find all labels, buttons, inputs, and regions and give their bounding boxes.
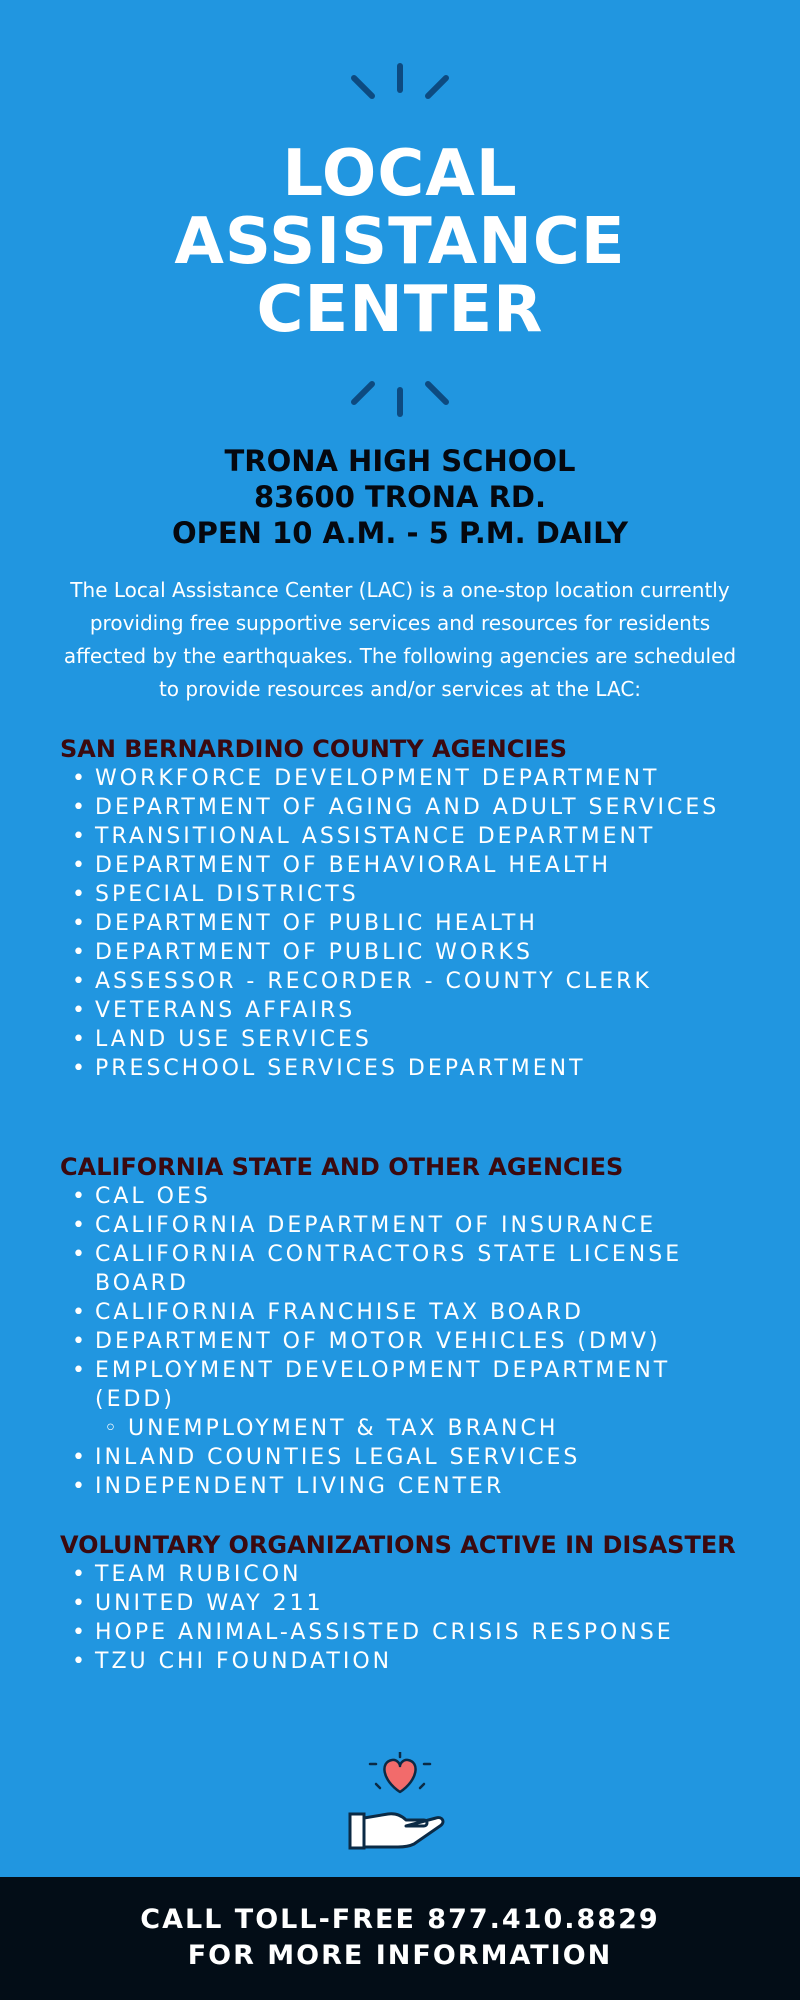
title-line-1: LOCAL (282, 137, 518, 211)
list-item: • INLAND COUNTIES LEGAL SERVICES (60, 1443, 750, 1472)
list-item: • WORKFORCE DEVELOPMENT DEPARTMENT (60, 764, 750, 793)
rays-icon (340, 370, 460, 420)
list-item: • INDEPENDENT LIVING CENTER (60, 1472, 750, 1501)
heart-hand-icon (340, 1752, 460, 1862)
list-item: • CALIFORNIA FRANCHISE TAX BOARD (60, 1298, 750, 1327)
intro-paragraph: The Local Assistance Center (LAC) is a one-stop location currently providing free supportive services and resources for residents affected by the earthquakes. The following agencies are scheduled to provide resources and/or services at the LAC: (63, 578, 737, 701)
toll-free-phone: CALL TOLL-FREE 877.410.8829 (140, 1904, 660, 1935)
venue-name: TRONA HIGH SCHOOL (224, 444, 576, 478)
list-item: • DEPARTMENT OF MOTOR VEHICLES (DMV) (60, 1327, 750, 1356)
list-item: • DEPARTMENT OF AGING AND ADULT SERVICES (60, 793, 750, 822)
list-item: • CAL OES (60, 1182, 750, 1211)
list-item: • CALIFORNIA DEPARTMENT OF INSURANCE (60, 1211, 750, 1240)
title-line-3: CENTER (256, 273, 544, 347)
list-item: • HOPE ANIMAL-ASSISTED CRISIS RESPONSE (60, 1618, 750, 1647)
list-item: • CALIFORNIA CONTRACTORS STATE LICENSE BOARD (60, 1240, 750, 1298)
state-agencies-section (60, 1153, 750, 1501)
list-item: • TZU CHI FOUNDATION (60, 1647, 750, 1676)
list-item: • UNITED WAY 211 (60, 1589, 750, 1618)
footer-banner (0, 1877, 800, 2000)
section-heading: VOLUNTARY ORGANIZATIONS ACTIVE IN DISASTER (60, 1531, 736, 1559)
opening-hours: OPEN 10 A.M. - 5 P.M. DAILY (171, 516, 629, 550)
location-block (0, 443, 800, 551)
list-item: • VETERANS AFFAIRS (60, 996, 750, 1025)
more-info-text: FOR MORE INFORMATION (187, 1940, 613, 1971)
voluntary-orgs-section (60, 1531, 750, 1676)
agency-list (60, 1182, 750, 1501)
rays-icon (340, 60, 460, 110)
list-item: • DEPARTMENT OF PUBLIC WORKS (60, 938, 750, 967)
agency-list (60, 764, 750, 1083)
list-item: • EMPLOYMENT DEVELOPMENT DEPARTMENT (EDD) (60, 1356, 750, 1414)
list-item: • SPECIAL DISTRICTS (60, 880, 750, 909)
venue-address: 83600 TRONA RD. (254, 480, 546, 514)
list-item: • PRESCHOOL SERVICES DEPARTMENT (60, 1054, 750, 1083)
organization-list (60, 1560, 750, 1676)
list-item: • DEPARTMENT OF BEHAVIORAL HEALTH (60, 851, 750, 880)
list-item: • TEAM RUBICON (60, 1560, 750, 1589)
list-item: • DEPARTMENT OF PUBLIC HEALTH (60, 909, 750, 938)
title-line-2: ASSISTANCE (174, 205, 626, 279)
section-heading: SAN BERNARDINO COUNTY AGENCIES (60, 735, 567, 763)
list-item: • TRANSITIONAL ASSISTANCE DEPARTMENT (60, 822, 750, 851)
list-item: • LAND USE SERVICES (60, 1025, 750, 1054)
list-item: • ASSESSOR - RECORDER - COUNTY CLERK (60, 967, 750, 996)
section-heading: CALIFORNIA STATE AND OTHER AGENCIES (60, 1153, 624, 1181)
county-agencies-section (60, 735, 750, 1083)
page-title (0, 137, 800, 347)
sub-list-item: ◦ UNEMPLOYMENT & TAX BRANCH (60, 1414, 750, 1443)
